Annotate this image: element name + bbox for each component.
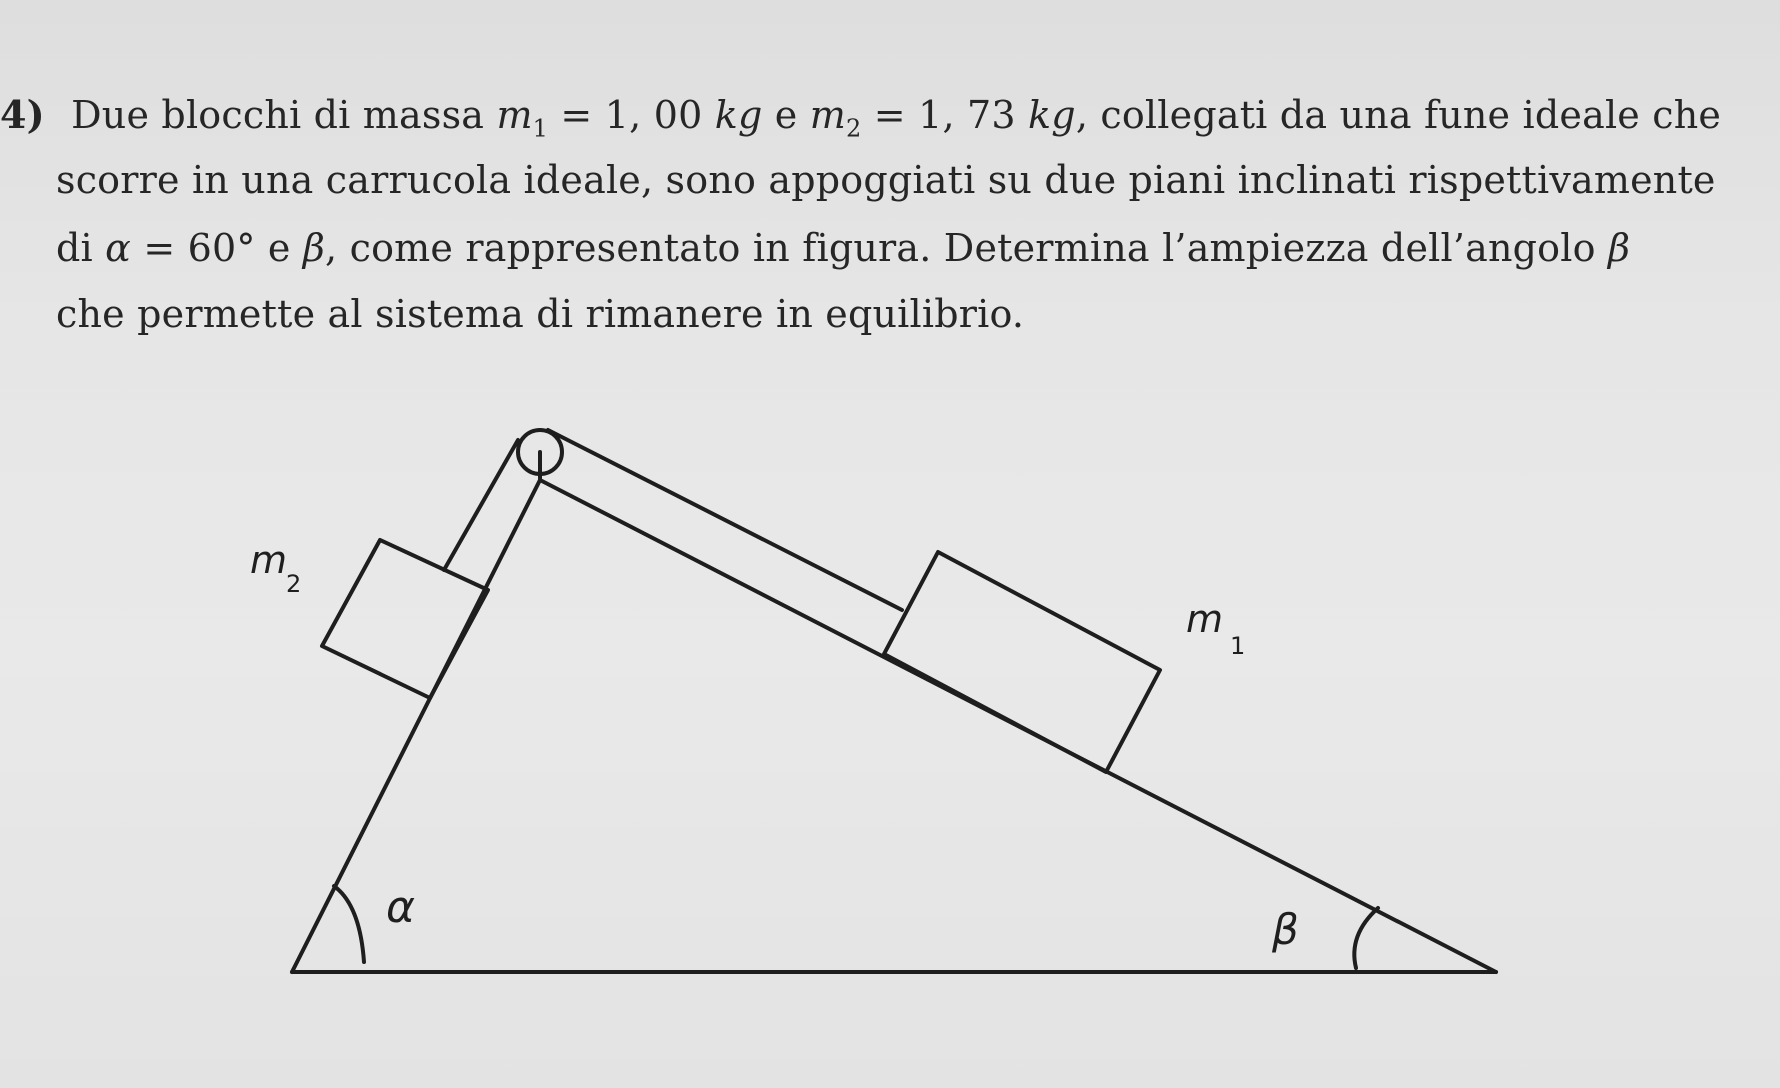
m1-value: = 1, 00	[548, 93, 715, 137]
label-m1: m	[1186, 597, 1224, 641]
m1-symbol: m	[496, 93, 533, 137]
problem-line-1: 4) Due blocchi di massa $m_1 = 1$, 00 kg e $m_2 = 1$, 73 kg, collegati da una fune ideale che	[0, 92, 1722, 143]
beta-arc	[1354, 908, 1378, 968]
alpha-value: = 60°	[131, 226, 256, 270]
rope-m1	[548, 430, 902, 610]
problem-line-3: di α = 60° e β, come rappresentato in figura. Determina l’ampiezza dell’angolo β	[56, 226, 1631, 270]
problem-number: 4)	[0, 92, 45, 137]
problem-line-2: scorre in una carrucola ideale, sono appoggiati su due piani inclinati rispettivamente	[56, 158, 1716, 202]
block-m2	[322, 540, 488, 698]
label-m2: m	[250, 538, 288, 582]
beta-symbol: β	[302, 226, 326, 270]
m2-symbol: m	[809, 93, 846, 137]
label-beta: β	[1272, 905, 1299, 954]
label-m1-sub: 1	[1230, 632, 1246, 660]
rope-m2	[444, 440, 518, 570]
label-alpha: α	[386, 882, 416, 933]
alpha-arc	[334, 886, 364, 962]
alpha-symbol: α	[105, 226, 132, 270]
block-m1	[884, 552, 1160, 772]
label-m2-sub: 2	[286, 570, 302, 598]
left-incline	[292, 480, 540, 972]
m2-value: = 1, 73	[861, 93, 1029, 137]
problem-line-4: che permette al sistema di rimanere in equilibrio.	[56, 292, 1025, 336]
